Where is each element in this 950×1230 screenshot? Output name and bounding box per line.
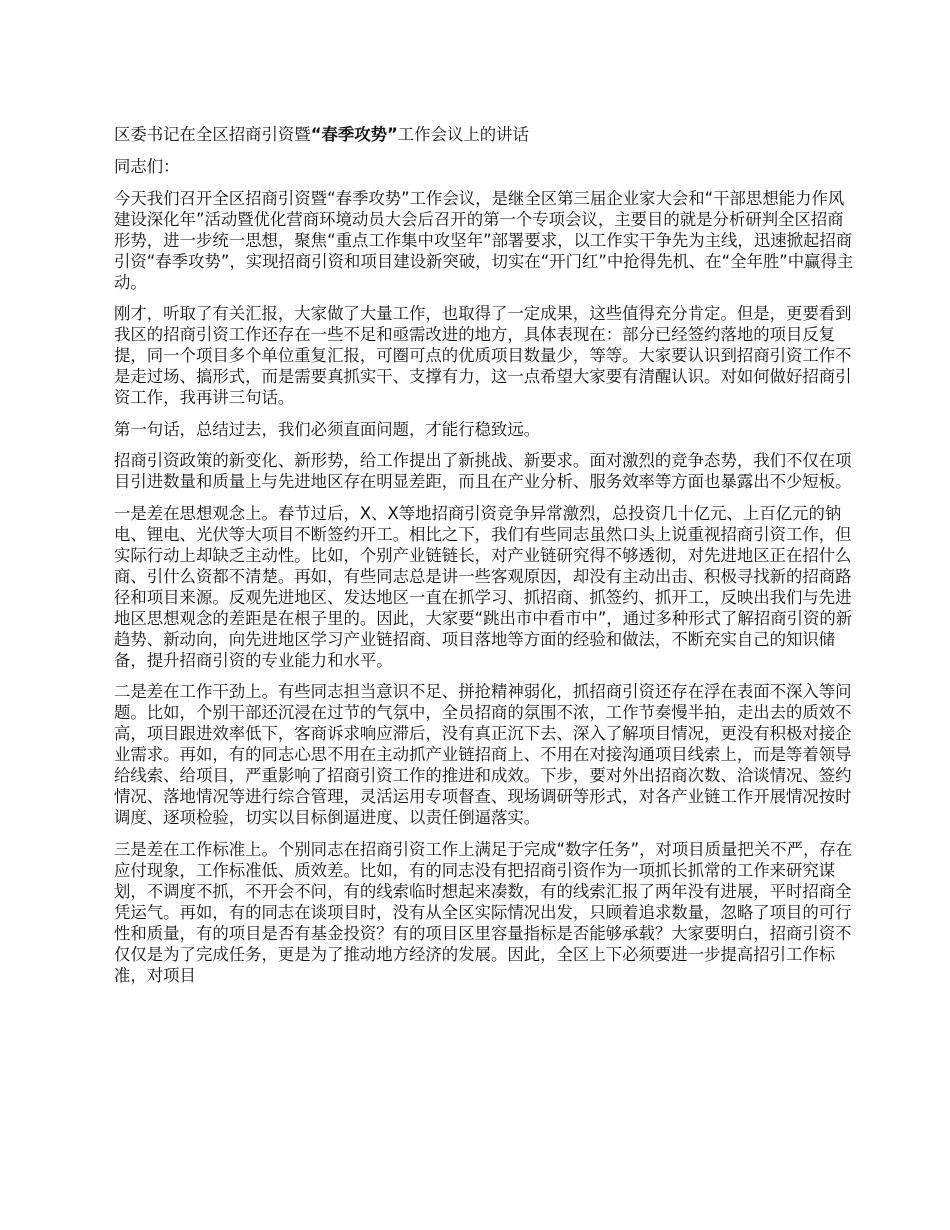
title-part-1: 区委书记在全区招商引资暨 (114, 125, 311, 144)
paragraph-first-point: 第一句话，总结过去，我们必须直面问题，才能行稳致远。 (114, 419, 541, 439)
title-part-2: 工作会议上的讲话 (397, 125, 529, 144)
paragraph-gap-mindset: 一是差在思想观念上。春节过后，X、X等地招商引资竞争异常激烈，总投资几十亿元、上百亿元的钠电、锂电、光伏等大项目不断签约开工。相比之下，我们有些同志虽然口头上说重视招商引资工作，但实际行动上却缺乏主动性。比如，个别产业链链长，对产业链研究得不够透彻，对先进地区正在招什么商、引什么资都不清楚。再如，有些同志总是讲一些客观原因，却没有主动出击、积极寻找新的招商路径和项目来源。反观先进地区、发达地区一直在抓学习、抓招商、抓签约、抓开工，反映出我们与先进地区思想观念的差距是在根子里的。因此，大家要“跳出市中看市中”，通过多种形式了解招商引资的新趋势、新动向，向先进地区学习产业链招商、项目落地等方面的经验和做法，不断充实自己的知识储备，提升招商引资的专业能力和水平。 (114, 503, 853, 670)
paragraph-challenges: 招商引资政策的新变化、新形势，给工作提出了新挑战、新要求。面对激烈的竞争态势，我们不仅在项目引进数量和质量上与先进地区存在明显差距，而且在产业分析、服务效率等方面也暴露出不少短板。 (114, 451, 852, 491)
document-title (114, 124, 856, 145)
salutation: 同志们： (114, 157, 180, 176)
document-page (114, 124, 856, 996)
paragraph-opening: 今天我们召开全区招商引资暨“春季攻势”工作会议，是继全区第三届企业家大会和“干部思想能力作风建设深化年”活动暨优化营商环境动员大会后召开的第一个专项会议，主要目的就是分析研判全区招商形势，进一步统一思想，聚焦“重点工作集中攻坚年”部署要求，以工作实干争先为主线，迅速掀起招商引资“春季攻势”，实现招商引资和项目建设新突破，切实在“开门红”中抢得先机、在“全年胜”中赢得主动。 (114, 188, 854, 292)
title-quoted-phrase: “春季攻势” (310, 125, 398, 144)
paragraph-assessment: 刚才，听取了有关汇报，大家做了大量工作，也取得了一定成果，这些值得充分肯定。但是，更要看到我区的招商引资工作还存在一些不足和亟需改进的地方，具体表现在：部分已经签约落地的项目反复提，同一个项目多个单位重复汇报，可圈可点的优质项目数量少，等等。大家要认识到招商引资工作不是走过场、搞形式，而是需要真抓实干、支撑有力，这一点希望大家要有清醒认识。对如何做好招商引资工作，我再讲三句话。 (114, 304, 852, 407)
paragraph-gap-drive: 二是差在工作干劲上。有些同志担当意识不足、拼抢精神弱化，抓招商引资还存在浮在表面不深入等问题。比如，个别干部还沉浸在过节的气氛中，全员招商的氛围不浓，工作节奏慢半拍，走出去的质效不高，项目跟进效率低下，客商诉求响应滞后，没有真正沉下去、深入了解项目情况，更没有积极对接企业需求。再如，有的同志心思不用在主动抓产业链招商上、不用在对接沟通项目线索上，而是等着领导给线索、给项目，严重影响了招商引资工作的推进和成效。下步，要对外出招商次数、洽谈情况、签约情况、落地情况等进行综合管理，灵活运用专项督查、现场调研等形式，对各产业链工作开展情况按时调度、逐项检验，切实以目标倒逼进度、以责任倒逼落实。 (114, 682, 852, 827)
paragraph-gap-standards: 三是差在工作标准上。个别同志在招商引资工作上满足于完成“数字任务”，对项目质量把关不严，存在应付现象，工作标准低、质效差。比如，有的同志没有把招商引资作为一项抓长抓常的工作来研究谋划，不调度不抓，不开会不问，有的线索临时想起来凑数，有的线索汇报了两年没有进展，平时招商全凭运气。再如，有的同志在谈项目时，没有从全区实际情况出发，只顾着追求数量，忽略了项目的可行性和质量，有的项目是否有基金投资？有的项目区里容量指标是否能够承载？大家要明白，招商引资不仅仅是为了完成任务，更是为了推动地方经济的发展。因此，全区上下必须要进一步提高招引工作标准，对项目 (114, 839, 853, 985)
